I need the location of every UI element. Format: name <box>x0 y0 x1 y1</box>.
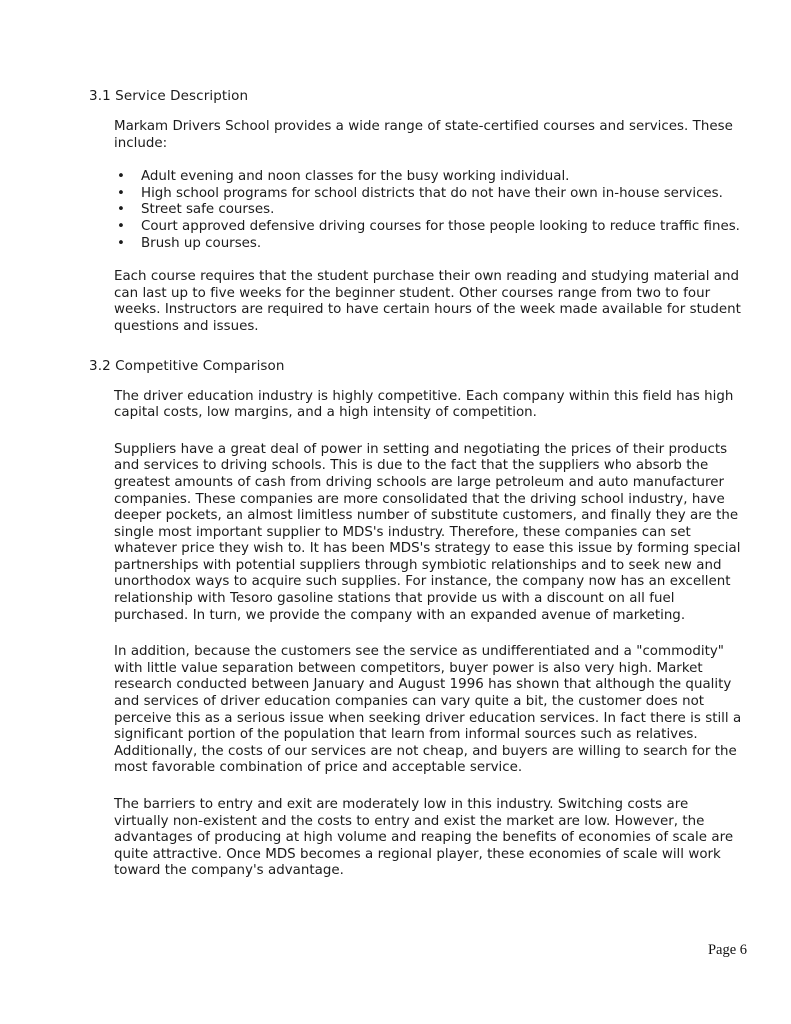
list-item <box>114 186 747 203</box>
bullet-icon: • <box>117 218 125 234</box>
list-item-label: Brush up courses. <box>141 235 262 251</box>
list-item <box>114 169 747 186</box>
spacer <box>114 252 747 269</box>
spacer <box>89 105 747 119</box>
page-number-label: Page 6 <box>707 942 747 958</box>
spacer <box>114 624 747 644</box>
bullet-icon: • <box>117 202 125 218</box>
paragraph-service-intro: Markam Drivers School provides a wide range of state-certified courses and services. These include: <box>114 119 733 151</box>
list-item-label: Adult evening and noon classes for the busy working individual. <box>141 169 570 185</box>
section-body-3-2 <box>114 389 747 880</box>
spacer <box>89 336 747 358</box>
paragraph-industry-overview: The driver education industry is highly competitive. Each company within this field has high capital costs, low margins, and a high intensity of competition. <box>114 388 734 421</box>
service-list <box>114 169 747 252</box>
bullet-icon: • <box>117 235 125 251</box>
page-footer <box>89 942 747 959</box>
list-item <box>114 202 747 219</box>
section-heading-service-description: 3.1 Service Description <box>89 88 249 104</box>
list-item-label: Street safe courses. <box>141 202 275 218</box>
list-item-label: Court approved defensive driving courses for those people looking to reduce traffic fines. <box>141 218 740 234</box>
paragraph-buyer-power: In addition, because the customers see the service as undifferentiated and a "commodity" with little value separation between competitors, buyer power is also very high. Market research conducted between January and August 1996 has shown that although the quality and services of driver education companies can vary quite a bit, the customer does not perceive this as a serious issue when seeking driver education services. In fact there is still a significant portion of the population that learn from informal sources such as relatives. Additionally, the costs of our services are not cheap, and buyers are willing to search for the most favorable combination of price and acceptable service. <box>114 644 742 776</box>
spacer <box>114 422 747 442</box>
page-content <box>89 88 747 880</box>
paragraph-barriers-to-entry: The barriers to entry and exit are moderately low in this industry. Switching costs are virtually non-existent and the costs to entry and exist the market are low. However, the advantages of producing at high volume and reaping the benefits of economies of scale are quite attractive. Once MDS becomes a regional player, these economies of scale will work toward the company's advantage. <box>114 797 734 879</box>
list-item <box>114 236 747 253</box>
spacer <box>114 152 747 169</box>
section-heading-competitive-comparison: 3.2 Competitive Comparison <box>89 357 285 374</box>
bullet-icon: • <box>117 185 125 201</box>
spacer <box>114 777 747 797</box>
paragraph-supplier-power: Suppliers have a great deal of power in setting and negotiating the prices of their products and services to driving schools. This is due to the fact that the suppliers who absorb the greatest amounts of cash from driving schools are large petroleum and auto manufacturer companies. These companies are more consolidated that the driving school industry, have deeper pockets, an almost limitless number of substitute customers, and finally they are the single most important supplier to MDS's industry. Therefore, these companies can set whatever price they wish to. It has been MDS's strategy to ease this issue by forming special partnerships with potential suppliers through symbiotic relationships and to seek new and unorthodox ways to acquire such supplies. For instance, the company now has an excellent relationship with Tesoro gasoline stations that provide us with a discount on all fuel purchased. In turn, we provide the company with an expanded avenue of marketing. <box>114 441 741 623</box>
list-item-label: High school programs for school districts that do not have their own in-house services. <box>141 185 723 201</box>
bullet-icon: • <box>117 169 125 185</box>
list-item <box>114 219 747 236</box>
paragraph-course-requirements: Each course requires that the student purchase their own reading and studying material and can last up to five weeks for the beginner student. Other courses range from two to four weeks. Instructors are required to have certain hours of the week made available for student questions and issues. <box>114 269 741 334</box>
section-body-3-1 <box>114 119 747 336</box>
spacer <box>89 375 747 389</box>
